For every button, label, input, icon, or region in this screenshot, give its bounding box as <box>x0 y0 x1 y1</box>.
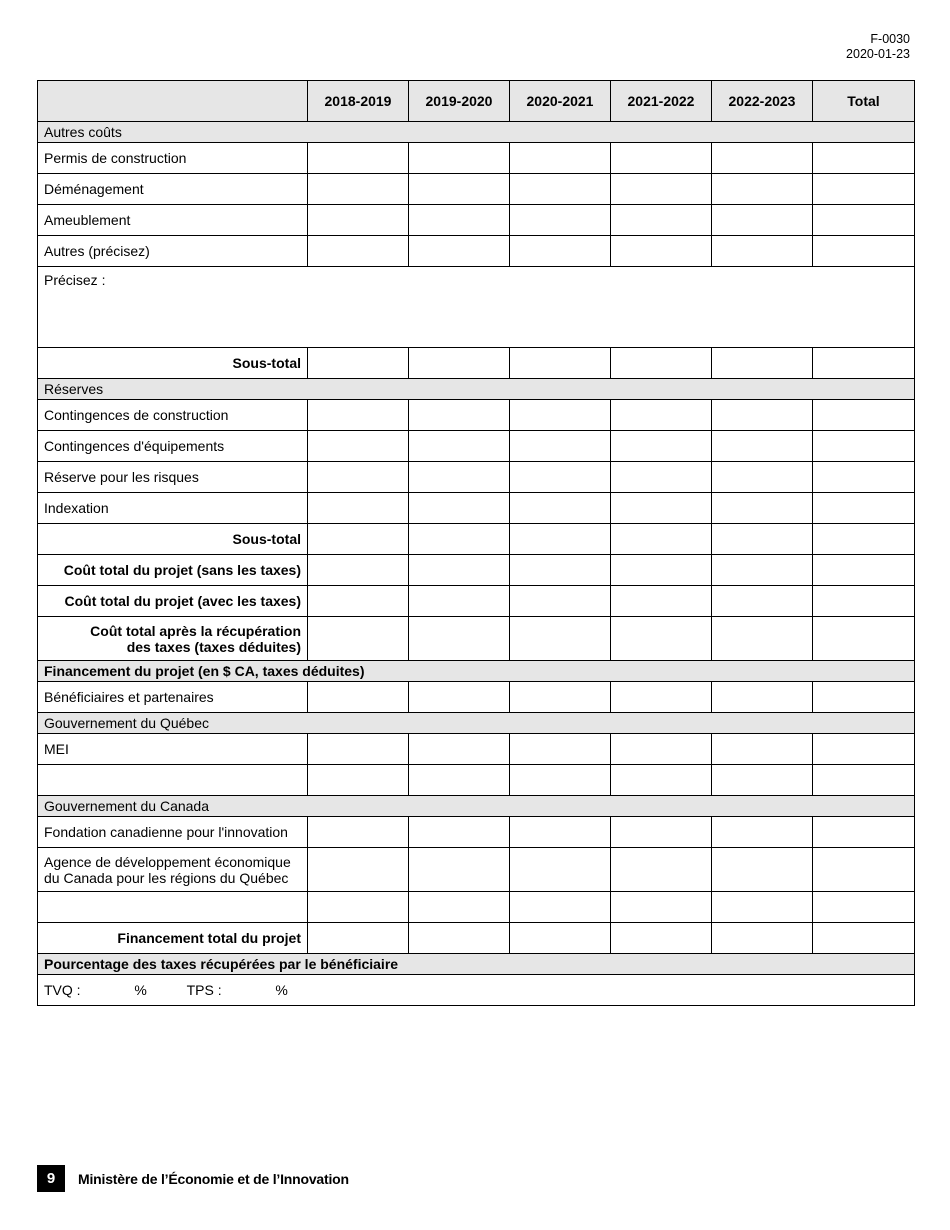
row-label: Réserve pour les risques <box>38 462 308 493</box>
amount-cell[interactable] <box>308 848 409 892</box>
amount-cell[interactable] <box>510 734 611 765</box>
amount-cell[interactable] <box>510 617 611 661</box>
amount-cell[interactable] <box>409 493 510 524</box>
row-label: Contingences d'équipements <box>38 431 308 462</box>
amount-cell[interactable] <box>611 431 712 462</box>
header-blank <box>38 81 308 122</box>
amount-cell[interactable] <box>409 817 510 848</box>
row-label-line: du Canada pour les régions du Québec <box>44 869 289 886</box>
amount-cell[interactable] <box>510 493 611 524</box>
amount-cell[interactable] <box>611 682 712 713</box>
amount-cell[interactable] <box>409 923 510 954</box>
row-label-line: Agence de développement économique <box>44 853 291 870</box>
section-title: Réserves <box>38 379 915 400</box>
row-label: MEI <box>38 734 308 765</box>
amount-cell[interactable] <box>308 765 409 796</box>
total-cell[interactable] <box>813 524 915 555</box>
total-label: Financement total du projet <box>38 923 308 954</box>
section-header <box>38 379 915 400</box>
amount-cell[interactable] <box>510 848 611 892</box>
tps-label: TPS : <box>186 982 222 998</box>
amount-cell[interactable] <box>308 555 409 586</box>
table-row <box>38 817 915 848</box>
table-row <box>38 493 915 524</box>
total-cell[interactable] <box>813 400 915 431</box>
col-header: 2022-2023 <box>712 81 813 122</box>
amount-cell[interactable] <box>611 923 712 954</box>
amount-cell[interactable] <box>308 236 409 267</box>
amount-cell[interactable] <box>409 400 510 431</box>
amount-cell[interactable] <box>712 682 813 713</box>
total-label: Coût total du projet (sans les taxes) <box>38 555 308 586</box>
section-header <box>38 122 915 143</box>
section-title: Gouvernement du Canada <box>38 796 915 817</box>
amount-cell[interactable] <box>510 765 611 796</box>
amount-cell[interactable] <box>409 586 510 617</box>
header-row <box>38 81 915 122</box>
total-row <box>38 555 915 586</box>
total-cell[interactable] <box>813 892 915 923</box>
amount-cell[interactable] <box>611 586 712 617</box>
amount-cell[interactable] <box>409 682 510 713</box>
total-cell[interactable] <box>813 143 915 174</box>
table-row <box>38 236 915 267</box>
amount-cell[interactable] <box>308 143 409 174</box>
total-label: Coût total du projet (avec les taxes) <box>38 586 308 617</box>
total-row <box>38 586 915 617</box>
col-header: 2020-2021 <box>510 81 611 122</box>
tps-percent: % <box>275 982 288 998</box>
tax-fields <box>38 975 915 1006</box>
total-label <box>38 617 308 661</box>
amount-cell[interactable] <box>611 143 712 174</box>
tvq-label: TVQ : <box>44 982 81 998</box>
row-label: Permis de construction <box>38 143 308 174</box>
table-row <box>38 462 915 493</box>
section-title: Autres coûts <box>38 122 915 143</box>
total-cell[interactable] <box>813 765 915 796</box>
amount-cell[interactable] <box>409 892 510 923</box>
page-number: 9 <box>37 1165 65 1192</box>
amount-cell[interactable] <box>409 848 510 892</box>
amount-cell[interactable] <box>611 555 712 586</box>
row-label <box>38 848 308 892</box>
table-row <box>38 892 915 923</box>
amount-cell[interactable] <box>712 586 813 617</box>
amount-cell[interactable] <box>712 431 813 462</box>
amount-cell[interactable] <box>611 765 712 796</box>
amount-cell[interactable] <box>308 400 409 431</box>
amount-cell[interactable] <box>308 682 409 713</box>
total-cell[interactable] <box>813 923 915 954</box>
amount-cell[interactable] <box>510 236 611 267</box>
amount-cell[interactable] <box>712 765 813 796</box>
total-cell[interactable] <box>813 236 915 267</box>
amount-cell[interactable] <box>510 143 611 174</box>
subtotal-label: Sous-total <box>38 348 308 379</box>
amount-cell[interactable] <box>712 143 813 174</box>
row-label-blank[interactable] <box>38 765 308 796</box>
amount-cell[interactable] <box>409 236 510 267</box>
table-row <box>38 765 915 796</box>
amount-cell[interactable] <box>611 817 712 848</box>
total-cell[interactable] <box>813 734 915 765</box>
amount-cell[interactable] <box>510 431 611 462</box>
amount-cell[interactable] <box>712 617 813 661</box>
amount-cell[interactable] <box>712 892 813 923</box>
row-label-blank[interactable] <box>38 892 308 923</box>
form-meta <box>846 32 910 62</box>
ministry-name: Ministère de l’Économie et de l’Innovation <box>78 1170 349 1187</box>
table-row <box>38 205 915 236</box>
form-code: F-0030 <box>870 32 910 46</box>
tvq-percent: % <box>134 982 147 998</box>
total-cell[interactable] <box>813 174 915 205</box>
amount-cell[interactable] <box>308 524 409 555</box>
amount-cell[interactable] <box>611 174 712 205</box>
table-row <box>38 400 915 431</box>
total-cell[interactable] <box>813 817 915 848</box>
table-row <box>38 682 915 713</box>
section-title: Gouvernement du Québec <box>38 713 915 734</box>
amount-cell[interactable] <box>308 431 409 462</box>
amount-cell[interactable] <box>510 205 611 236</box>
amount-cell[interactable] <box>712 817 813 848</box>
amount-cell[interactable] <box>308 923 409 954</box>
total-cell[interactable] <box>813 462 915 493</box>
section-header <box>38 954 915 975</box>
amount-cell[interactable] <box>409 174 510 205</box>
table-row <box>38 431 915 462</box>
amount-cell[interactable] <box>409 143 510 174</box>
section-header <box>38 661 915 682</box>
total-cell[interactable] <box>813 848 915 892</box>
total-cell[interactable] <box>813 493 915 524</box>
amount-cell[interactable] <box>712 493 813 524</box>
amount-cell[interactable] <box>510 682 611 713</box>
total-cell[interactable] <box>813 586 915 617</box>
specify-label: Précisez : <box>44 272 106 288</box>
amount-cell[interactable] <box>611 493 712 524</box>
section-header <box>38 796 915 817</box>
amount-cell[interactable] <box>409 617 510 661</box>
table-row <box>38 734 915 765</box>
amount-cell[interactable] <box>510 400 611 431</box>
row-label: Autres (précisez) <box>38 236 308 267</box>
table-row <box>38 143 915 174</box>
total-row <box>38 923 915 954</box>
subtotal-label: Sous-total <box>38 524 308 555</box>
col-header: 2018-2019 <box>308 81 409 122</box>
amount-cell[interactable] <box>611 236 712 267</box>
amount-cell[interactable] <box>308 493 409 524</box>
amount-cell[interactable] <box>712 524 813 555</box>
amount-cell[interactable] <box>409 462 510 493</box>
amount-cell[interactable] <box>611 205 712 236</box>
form-date: 2020-01-23 <box>846 47 910 61</box>
amount-cell[interactable] <box>510 817 611 848</box>
amount-cell[interactable] <box>712 174 813 205</box>
amount-cell[interactable] <box>308 617 409 661</box>
amount-cell[interactable] <box>611 848 712 892</box>
amount-cell[interactable] <box>409 524 510 555</box>
subtotal-row <box>38 524 915 555</box>
amount-cell[interactable] <box>510 892 611 923</box>
amount-cell[interactable] <box>712 462 813 493</box>
col-header: 2019-2020 <box>409 81 510 122</box>
amount-cell[interactable] <box>510 174 611 205</box>
amount-cell[interactable] <box>510 524 611 555</box>
amount-cell[interactable] <box>712 236 813 267</box>
section-title: Pourcentage des taxes récupérées par le bénéficiaire <box>38 954 915 975</box>
amount-cell[interactable] <box>308 462 409 493</box>
amount-cell[interactable] <box>611 524 712 555</box>
amount-cell[interactable] <box>409 431 510 462</box>
row-label: Déménagement <box>38 174 308 205</box>
col-header: Total <box>813 81 915 122</box>
amount-cell[interactable] <box>712 555 813 586</box>
row-label: Fondation canadienne pour l'innovation <box>38 817 308 848</box>
amount-cell[interactable] <box>409 765 510 796</box>
amount-cell[interactable] <box>308 817 409 848</box>
amount-cell[interactable] <box>611 348 712 379</box>
amount-cell[interactable] <box>308 174 409 205</box>
amount-cell[interactable] <box>712 848 813 892</box>
specify-row <box>38 267 915 348</box>
amount-cell[interactable] <box>510 462 611 493</box>
amount-cell[interactable] <box>308 892 409 923</box>
amount-cell[interactable] <box>611 892 712 923</box>
amount-cell[interactable] <box>611 734 712 765</box>
total-cell[interactable] <box>813 348 915 379</box>
amount-cell[interactable] <box>611 617 712 661</box>
total-cell[interactable] <box>813 682 915 713</box>
amount-cell[interactable] <box>308 586 409 617</box>
total-row <box>38 617 915 661</box>
amount-cell[interactable] <box>510 586 611 617</box>
amount-cell[interactable] <box>712 734 813 765</box>
tax-row <box>38 975 915 1006</box>
amount-cell[interactable] <box>409 348 510 379</box>
amount-cell[interactable] <box>409 734 510 765</box>
amount-cell[interactable] <box>409 555 510 586</box>
row-label: Ameublement <box>38 205 308 236</box>
amount-cell[interactable] <box>308 734 409 765</box>
amount-cell[interactable] <box>510 555 611 586</box>
amount-cell[interactable] <box>308 205 409 236</box>
row-label: Bénéficiaires et partenaires <box>38 682 308 713</box>
amount-cell[interactable] <box>712 348 813 379</box>
amount-cell[interactable] <box>611 462 712 493</box>
section-header <box>38 713 915 734</box>
total-label-line: Coût total après la récupération <box>90 622 301 639</box>
total-cell[interactable] <box>813 555 915 586</box>
row-label: Indexation <box>38 493 308 524</box>
subtotal-row <box>38 348 915 379</box>
specify-field[interactable] <box>38 267 915 348</box>
col-header: 2021-2022 <box>611 81 712 122</box>
amount-cell[interactable] <box>510 923 611 954</box>
amount-cell[interactable] <box>712 400 813 431</box>
amount-cell[interactable] <box>611 400 712 431</box>
table-row <box>38 174 915 205</box>
total-label-line: des taxes (taxes déduites) <box>126 638 301 655</box>
total-cell[interactable] <box>813 617 915 661</box>
amount-cell[interactable] <box>409 205 510 236</box>
total-cell[interactable] <box>813 205 915 236</box>
budget-table <box>37 80 915 1006</box>
row-label: Contingences de construction <box>38 400 308 431</box>
amount-cell[interactable] <box>308 348 409 379</box>
amount-cell[interactable] <box>510 348 611 379</box>
table-row <box>38 848 915 892</box>
section-title: Financement du projet (en $ CA, taxes déduites) <box>38 661 915 682</box>
page-footer <box>37 1165 349 1192</box>
amount-cell[interactable] <box>712 205 813 236</box>
amount-cell[interactable] <box>712 923 813 954</box>
total-cell[interactable] <box>813 431 915 462</box>
